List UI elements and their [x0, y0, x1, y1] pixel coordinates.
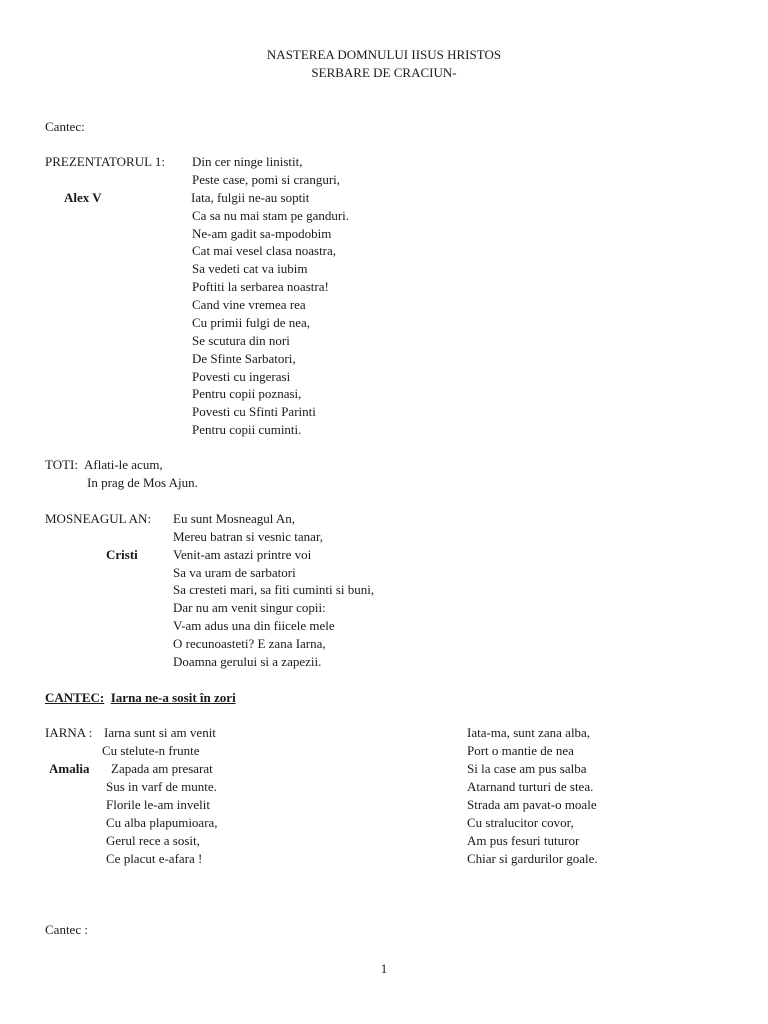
actor-amalia: Amalia [49, 761, 90, 776]
verse-line: Port o mantie de nea [467, 743, 574, 758]
verse-line: Cu primii fulgi de nea, [192, 315, 311, 330]
speaker-toti: TOTI: [45, 457, 78, 472]
song-title: Iarna ne-a sosit în zori [110, 690, 236, 705]
speaker-mosneagul-an: MOSNEAGUL AN: [45, 511, 152, 526]
verse-line: Pentru copii poznasi, [192, 386, 302, 401]
verse-line: Iata, fulgii ne-au soptit [191, 190, 310, 205]
actor-cristi: Cristi [106, 547, 138, 562]
cantec-label: CANTEC: [45, 690, 105, 705]
cantec-label: Cantec : [45, 922, 88, 937]
page-number: 1 [380, 961, 388, 976]
verse-line: Povesti cu ingerasi [192, 369, 291, 384]
verse-line: Strada am pavat-o moale [467, 797, 597, 812]
verse-line: Cand vine vremea rea [192, 297, 306, 312]
verse-line: Aflati-le acum, [84, 457, 163, 472]
verse-line: Dar nu am venit singur copii: [173, 600, 326, 615]
verse-line: Sa vedeti cat va iubim [192, 261, 308, 276]
verse-line: Sus in varf de munte. [106, 779, 217, 794]
document-subtitle: SERBARE DE CRACIUN- [311, 65, 457, 80]
verse-line: Sa va uram de sarbatori [173, 565, 296, 580]
verse-line: In prag de Mos Ajun. [87, 475, 198, 490]
verse-line: Gerul rece a sosit, [106, 833, 200, 848]
verse-line: Zapada am presarat [111, 761, 213, 776]
verse-line: Sa cresteti mari, sa fiti cuminti si buni, [173, 582, 375, 597]
verse-line: Cu stralucitor covor, [467, 815, 574, 830]
verse-line: Am pus fesuri tuturor [467, 833, 580, 848]
verse-line: Doamna gerului si a zapezii. [173, 654, 322, 669]
verse-line: Peste case, pomi si cranguri, [192, 172, 341, 187]
verse-line: Ca sa nu mai stam pe ganduri. [192, 208, 350, 223]
verse-line: Ne-am gadit sa-mpodobim [192, 226, 332, 241]
verse-line: Din cer ninge linistit, [192, 154, 303, 169]
verse-line: Eu sunt Mosneagul An, [173, 511, 296, 526]
verse-line: O recunoasteti? E zana Iarna, [173, 636, 326, 651]
verse-line: Cu stelute-n frunte [102, 743, 200, 758]
verse-line: Iata-ma, sunt zana alba, [467, 725, 591, 740]
verse-line: Chiar si gardurilor goale. [467, 851, 598, 866]
verse-line: De Sfinte Sarbatori, [192, 351, 296, 366]
actor-alex: Alex V [64, 190, 102, 205]
verse-line: Iarna sunt si am venit [104, 725, 216, 740]
speaker-iarna: IARNA : [45, 725, 93, 740]
speaker-prezentatorul: PREZENTATORUL 1: [45, 154, 165, 169]
verse-line: Atarnand turturi de stea. [467, 779, 594, 794]
document-title: NASTEREA DOMNULUI IISUS HRISTOS [266, 47, 502, 62]
verse-line: Ce placut e-afara ! [106, 851, 203, 866]
cantec-label: Cantec: [45, 119, 85, 134]
verse-line: V-am adus una din fiicele mele [173, 618, 335, 633]
verse-line: Cat mai vesel clasa noastra, [192, 243, 337, 258]
verse-line: Si la case am pus salba [467, 761, 587, 776]
verse-line: Pentru copii cuminti. [192, 422, 302, 437]
verse-line: Poftiti la serbarea noastra! [192, 279, 329, 294]
verse-line: Se scutura din nori [192, 333, 290, 348]
verse-line: Venit-am astazi printre voi [173, 547, 312, 562]
verse-line: Mereu batran si vesnic tanar, [173, 529, 324, 544]
verse-line: Florile le-am invelit [106, 797, 210, 812]
verse-line: Cu alba plapumioara, [106, 815, 218, 830]
verse-line: Povesti cu Sfinti Parinti [192, 404, 316, 419]
song-heading [45, 689, 236, 707]
